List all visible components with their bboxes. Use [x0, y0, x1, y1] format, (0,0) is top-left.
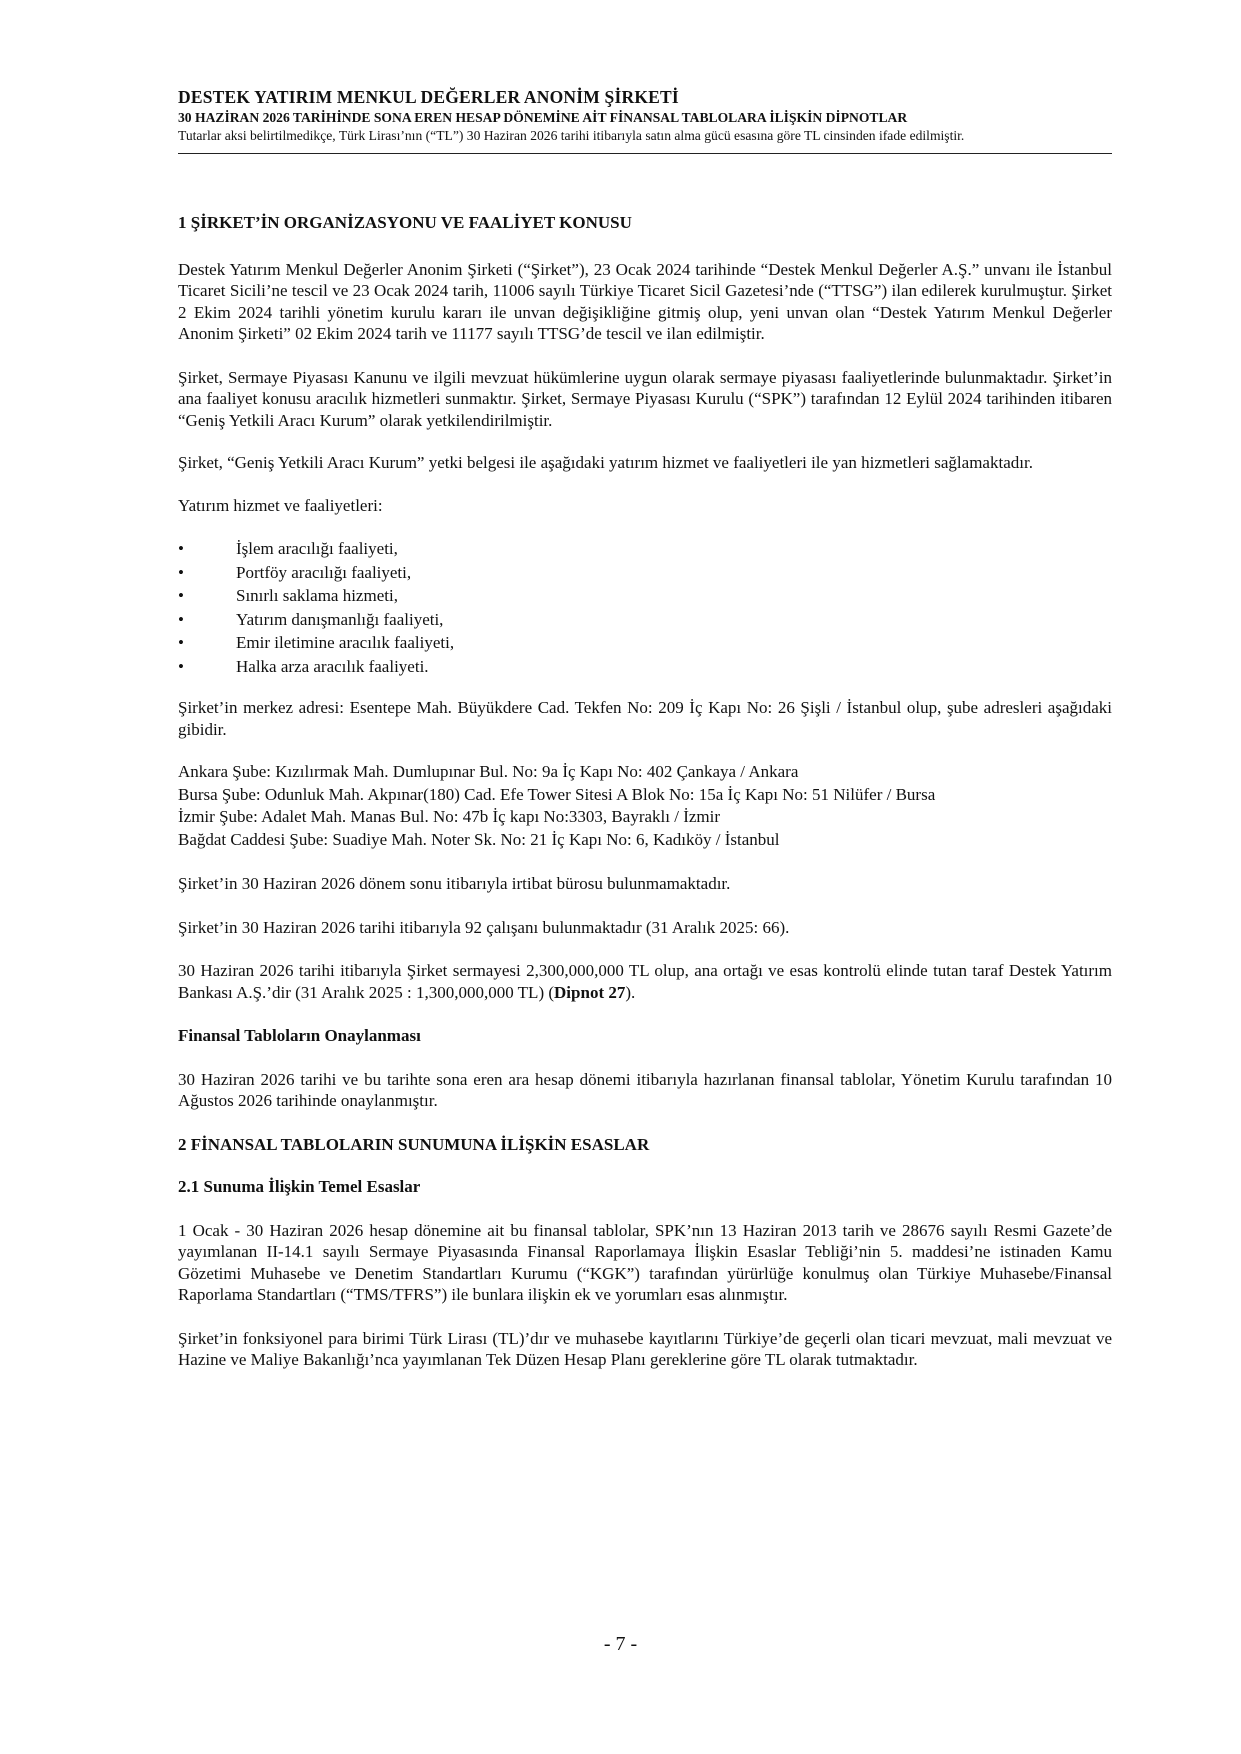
page-header — [178, 87, 1112, 143]
header-rule — [178, 153, 1112, 154]
branch-address: İzmir Şube: Adalet Mah. Manas Bul. No: 47b İç kapı No:3303, Bayraklı / İzmir — [178, 807, 721, 826]
section-1-heading: 1 ŞİRKET’İN ORGANİZASYONU VE FAALİYET KONUSU — [178, 213, 632, 232]
branch-address: Bursa Şube: Odunluk Mah. Akpınar(180) Cad. Efe Tower Sitesi A Blok No: 15a İç Kapı No: 51 Nilüfer / Bursa — [178, 784, 936, 804]
page-content — [178, 212, 1112, 1371]
report-title: 30 HAZİRAN 2026 TARİHİNDE SONA EREN HESAP DÖNEMİNE AİT FİNANSAL TABLOLARA İLİŞKİN DİPNOTLAR — [178, 110, 908, 125]
branch-address: Ankara Şube: Kızılırmak Mah. Dumlupınar Bul. No: 9a İç Kapı No: 402 Çankaya / Ankara — [178, 762, 799, 781]
paragraph: 30 Haziran 2026 tarihi ve bu tarihte sona eren ara hesap dönemi itibarıyla hazırlanan finansal tablolar, Yönetim Kurulu tarafından 10 Ağustos 2026 tarihinde onaylanmıştır. — [178, 1069, 1112, 1110]
list-item: • Portföy aracılığı faaliyeti, — [178, 561, 1112, 585]
section-2-heading: 2 FİNANSAL TABLOLARIN SUNUMUNA İLİŞKİN ESASLAR — [178, 1134, 650, 1154]
capital-text: 30 Haziran 2026 tarihi itibarıyla Şirket sermayesi 2,300,000,000 TL olup, ana ortağı ve esas kontrolü elinde tutan taraf Destek Yatırım Bankası A.Ş.’dir (31 Aralık 2025 : 1,300,000,000 TL) ( — [178, 961, 1112, 1002]
branch-address: Bağdat Caddesi Şube: Suadiye Mah. Noter Sk. No: 21 İç Kapı No: 6, Kadıköy / İstanbul — [178, 829, 780, 849]
approval-heading: Finansal Tabloların Onaylanması — [178, 1026, 421, 1045]
list-item: • Yatırım danışmanlığı faaliyeti, — [178, 608, 1112, 632]
section-2-1-heading: 2.1 Sunuma İlişkin Temel Esaslar — [178, 1177, 421, 1196]
paragraph: Şirket’in fonksiyonel para birimi Türk Lirası (TL)’dır ve muhasebe kayıtlarını Türkiye’de geçerli olan ticari mevzuat, mali mevzuat ve Hazine ve Maliye Bakanlığı’nca yayımlanan Tek Düzen Hesap Planı gereklerine göre TL olarak tutmaktadır. — [178, 1328, 1112, 1369]
list-item: • İşlem aracılığı faaliyeti, — [178, 537, 1112, 561]
capital-text-end: ). — [625, 982, 636, 1002]
paragraph: Şirket, “Geniş Yetkili Aracı Kurum” yetki belgesi ile aşağıdaki yatırım hizmet ve faaliyetleri ile yan hizmetleri sağlamaktadır. — [178, 453, 1033, 472]
footnote-reference: Dipnot 27 — [554, 982, 626, 1002]
list-item: • Halka arza aracılık faaliyeti. — [178, 655, 1112, 679]
paragraph: Şirket’in 30 Haziran 2026 tarihi itibarıyla 92 çalışanı bulunmaktadır (31 Aralık 2025: 66). — [178, 917, 790, 937]
paragraph: Yatırım hizmet ve faaliyetleri: — [178, 495, 383, 515]
services-list — [178, 537, 1112, 678]
company-name: DESTEK YATIRIM MENKUL DEĞERLER ANONİM ŞİRKETİ — [178, 87, 679, 107]
currency-note: Tutarlar aksi belirtilmedikçe, Türk Lirası’nın (“TL”) 30 Haziran 2026 tarihi itibarıyla satın alma gücü esasına göre TL cinsinden ifade edilmiştir. — [178, 128, 965, 143]
page-number: - 7 - — [603, 1633, 638, 1655]
paragraph: Şirket, Sermaye Piyasası Kanunu ve ilgili mevzuat hükümlerine uygun olarak sermaye piyasası faaliyetlerinde bulunmaktadır. Şirket’in ana faaliyet konusu aracılık hizmetleri sunmaktır. Şirket, Sermaye Piyasası Kurulu (“SPK”) tarafından 12 Eylül 2024 tarihinden itibaren “Geniş Yetkili Aracı Kurum” olarak yetkilendirilmiştir. — [178, 367, 1112, 430]
list-item: • Emir iletimine aracılık faaliyeti, — [178, 631, 1112, 655]
branch-addresses — [178, 761, 1112, 851]
paragraph: 1 Ocak - 30 Haziran 2026 hesap dönemine ait bu finansal tablolar, SPK’nın 13 Haziran 2013 tarih ve 28676 sayılı Resmi Gazete’de yayımlanan II-14.1 sayılı Sermaye Piyasasında Finansal Raporlamaya İlişkin Esaslar Tebliği’nin 5. maddesi’ne istinaden Kamu Gözetimi Muhasebe ve Denetim Standartları Kurumu (“KGK”) tarafından yürürlüğe konulmuş olan Türkiye Muhasebe/Finansal Raporlama Standartları (“TMS/TFRS”) ile bunlara ilişkin ek ve yorumları esas alınmıştır. — [178, 1220, 1112, 1304]
paragraph: Destek Yatırım Menkul Değerler Anonim Şirketi (“Şirket”), 23 Ocak 2024 tarihinde “Destek Menkul Değerler A.Ş.” unvanı ile İstanbul Ticaret Sicili’ne tescil ve 23 Ocak 2024 tarih, 11006 sayılı Türkiye Ticaret Sicil Gazetesi’nde (“TTSG”) ilan edilerek kurulmuştur. Şirket 2 Ekim 2024 tarihli yönetim kurulu kararı ile unvan değişikliğine gitmiş olup, yeni unvan olan “Destek Yatırım Menkul Değerler Anonim Şirketi” 02 Ekim 2024 tarih ve 11177 sayılı TTSG’de tescil ve ilan edilmiştir. — [178, 259, 1112, 343]
paragraph: Şirket’in 30 Haziran 2026 dönem sonu itibarıyla irtibat bürosu bulunmamaktadır. — [178, 874, 731, 893]
list-item: • Sınırlı saklama hizmeti, — [178, 584, 1112, 608]
paragraph: Şirket’in merkez adresi: Esentepe Mah. Büyükdere Cad. Tekfen No: 209 İç Kapı No: 26 Şişli / İstanbul olup, şube adresleri aşağıdaki gibidir. — [178, 698, 1112, 739]
paragraph — [178, 960, 1112, 1003]
